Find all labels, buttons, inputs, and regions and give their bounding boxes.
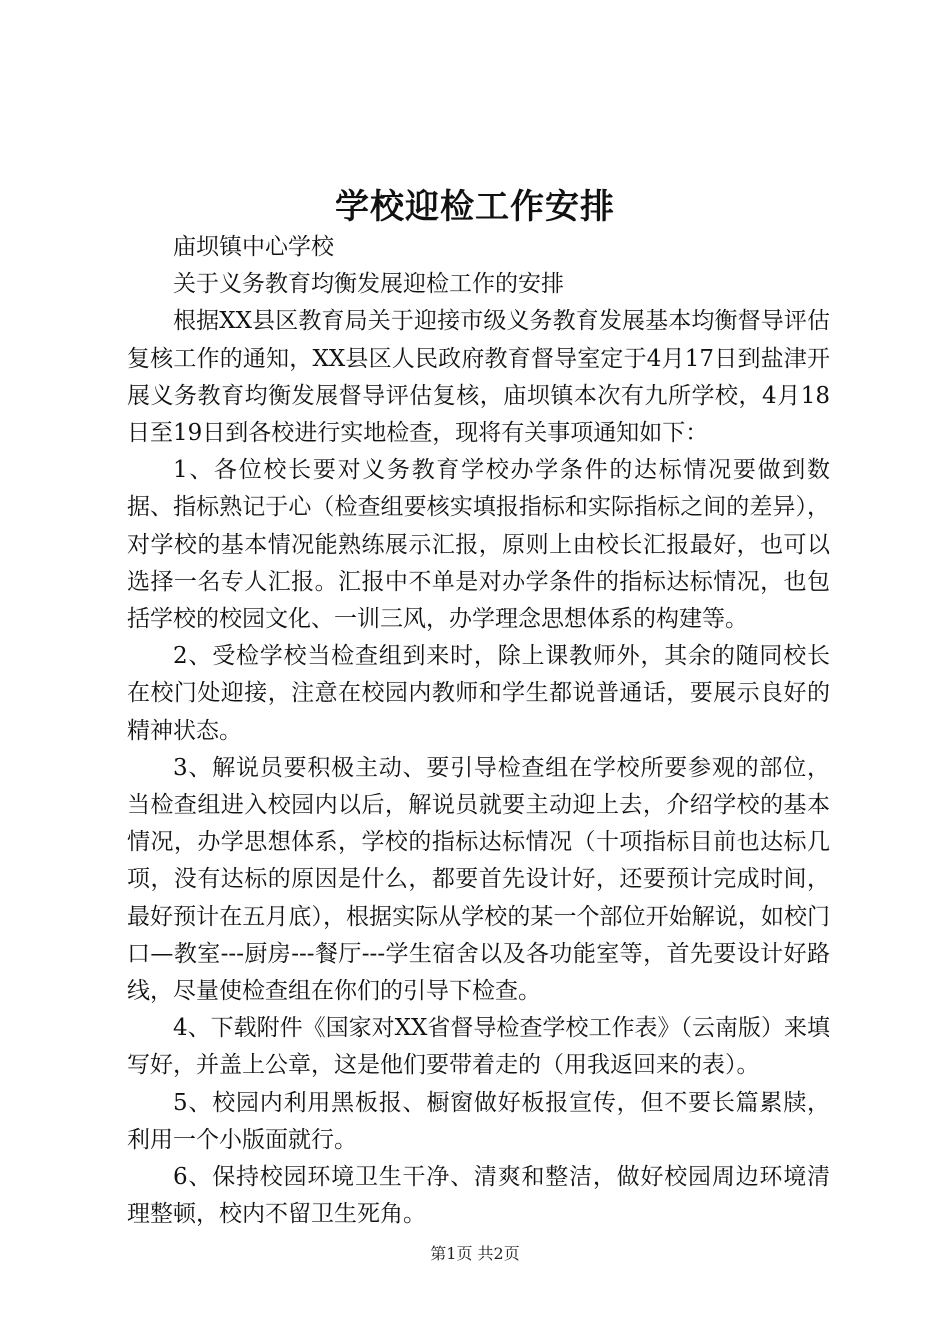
- item-2-paragraph: 2、受检学校当检查组到来时，除上课教师外，其余的随同校长在校门处迎接，注意在校园内教师和学生都说普通话，要展示良好的精神状态。: [127, 643, 830, 744]
- item-3-paragraph: 3、解说员要积极主动、要引导检查组在学校所要参观的部位，当检查组进入校园内以后，解说员就要主动迎上去，介绍学校的基本情况，办学思想体系，学校的指标达标情况（十项指标目前也达标几项，没有达标的原因是什么，都要首先设计好，还要预计完成时间，最好预计在五月底），根据实际从学校的某一个部位开始解说，如校门口—教室---厨房---餐厅---学生宿舍以及各功能室等，首先要设计好路线，尽量使检查组在你们的引导下检查。: [127, 754, 830, 1005]
- item-5-paragraph: 5、校园内利用黑板报、橱窗做好板报宣传，但不要长篇累牍，利用一个小版面就行。: [127, 1089, 830, 1153]
- notice-subject-line: 关于义务教育均衡发展迎检工作的安排: [173, 271, 564, 298]
- item-1-paragraph: 1、各位校长要对义务教育学校办学条件的达标情况要做到数据、指标熟记于心（检查组要核实填报指标和实际指标之间的差异），对学校的基本情况能熟练展示汇报，原则上由校长汇报最好，也可以选择一名专人汇报。汇报中不单是对办学条件的指标达标情况，也包括学校的校园文化、一训三风，办学理念思想体系的构建等。: [127, 457, 830, 633]
- document-body: [127, 229, 830, 1233]
- document-title: 学校迎检工作安排: [335, 187, 615, 227]
- item-4-paragraph: 4、下载附件《国家对XX省督导检查学校工作表》（云南版）来填写好，并盖上公章，这是他们要带着走的（用我返回来的表）。: [127, 1015, 830, 1079]
- page-number-footer: 第1页 共2页: [430, 1244, 520, 1263]
- item-6-paragraph: 6、保持校园环境卫生干净、清爽和整洁，做好校园周边环境清理整顿，校内不留卫生死角。: [127, 1164, 830, 1228]
- intro-paragraph: 根据XX县区教育局关于迎接市级义务教育发展基本均衡督导评估复核工作的通知，XX县区人民政府教育督导室定于4月17日到盐津开展义务教育均衡发展督导评估复核，庙坝镇本次有九所学校，4月18日至19日到各校进行实地检查，现将有关事项通知如下：: [127, 308, 830, 447]
- school-name-line: 庙坝镇中心学校: [173, 234, 334, 260]
